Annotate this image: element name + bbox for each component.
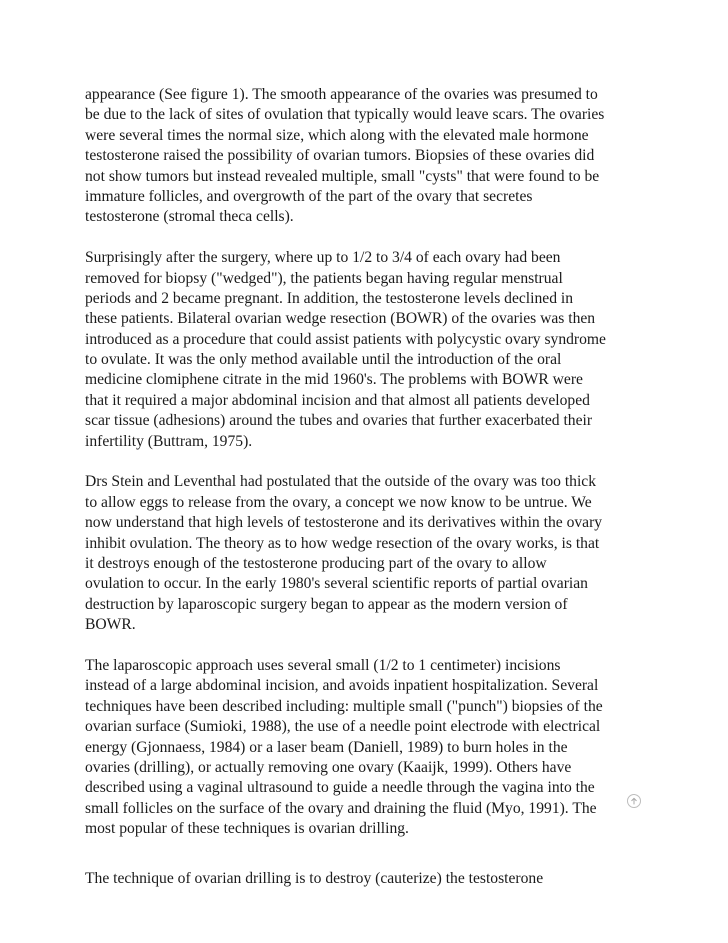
paragraph-line: be due to the lack of sites of ovulation that typically would leave scars. The ovaries	[85, 106, 605, 124]
paragraph-1	[85, 85, 655, 228]
paragraph-line: instead of a large abdominal incision, and avoids inpatient hospitalization. Several	[85, 677, 599, 695]
paragraph-line: ovulation to occur. In the early 1980's several scientific reports of partial ovarian	[85, 575, 588, 593]
paragraph-line: inhibit ovulation. The theory as to how wedge resection of the ovary works, is that	[85, 534, 600, 552]
scroll-to-top-button[interactable]	[627, 794, 641, 808]
paragraph-line: removed for biopsy ("wedged"), the patients began having regular menstrual	[85, 269, 563, 287]
paragraph-line: now understand that high levels of testosterone and its derivatives within the ovary	[85, 514, 603, 532]
paragraph-line: medicine clomiphene citrate in the mid 1960's. The problems with BOWR were	[85, 371, 583, 389]
paragraph-line: most popular of these techniques is ovarian drilling.	[85, 820, 409, 838]
paragraph-line: introduced as a procedure that could assist patients with polycystic ovary syndrome	[85, 330, 606, 348]
paragraph-spacer	[85, 839, 655, 869]
paragraph-line: Surprisingly after the surgery, where up to 1/2 to 3/4 of each ovary had been	[85, 249, 561, 267]
paragraph-5	[85, 869, 655, 889]
paragraph-line: BOWR.	[85, 616, 136, 634]
paragraph-line: these patients. Bilateral ovarian wedge resection (BOWR) of the ovaries was then	[85, 310, 596, 328]
paragraph-2	[85, 248, 655, 452]
paragraph-spacer	[85, 452, 655, 472]
paragraph-spacer	[85, 228, 655, 248]
paragraph-line: immature follicles, and overgrowth of the part of the ovary that secretes	[85, 187, 533, 205]
arrow-up-circle-icon	[630, 797, 638, 805]
paragraph-line: infertility (Buttram, 1975).	[85, 432, 253, 450]
paragraph-line: to allow eggs to release from the ovary, a concept we now know to be untrue. We	[85, 493, 592, 511]
paragraph-line: ovarian surface (Sumioki, 1988), the use of a needle point electrode with electrical	[85, 718, 601, 736]
paragraph-line: it destroys enough of the testosterone producing part of the ovary to allow	[85, 554, 547, 572]
paragraph-line: that it required a major abdominal incision and that almost all patients developed	[85, 391, 590, 409]
paragraph-line: described using a vaginal ultrasound to guide a needle through the vagina into the	[85, 779, 595, 797]
paragraph-spacer	[85, 636, 655, 656]
paragraph-line: The laparoscopic approach uses several small (1/2 to 1 centimeter) incisions	[85, 656, 561, 674]
paragraph-line: destruction by laparoscopic surgery began to appear as the modern version of	[85, 595, 568, 613]
paragraph-line: scar tissue (adhesions) around the tubes and ovaries that further exacerbated their	[85, 412, 593, 430]
paragraph-line: ovaries (drilling), or actually removing one ovary (Kaaijk, 1999). Others have	[85, 758, 572, 776]
paragraph-line: techniques have been described including: multiple small ("punch") biopsies of the	[85, 697, 603, 715]
paragraph-line: to ovulate. It was the only method available until the introduction of the oral	[85, 351, 562, 369]
paragraph-line: testosterone raised the possibility of ovarian tumors. Biopsies of these ovaries did	[85, 147, 595, 165]
paragraph-line: The technique of ovarian drilling is to destroy (cauterize) the testosterone	[85, 870, 544, 888]
paragraph-line: not show tumors but instead revealed multiple, small "cysts" that were found to be	[85, 167, 600, 185]
paragraph-line: testosterone (stromal theca cells).	[85, 208, 294, 226]
paragraph-3	[85, 472, 655, 635]
paragraph-line: Drs Stein and Leventhal had postulated that the outside of the ovary was too thick	[85, 473, 597, 491]
paragraph-line: periods and 2 became pregnant. In addition, the testosterone levels declined in	[85, 289, 574, 307]
document-body	[85, 85, 655, 890]
paragraph-line: appearance (See figure 1). The smooth appearance of the ovaries was presumed to	[85, 86, 598, 103]
paragraph-line: were several times the normal size, which along with the elevated male hormone	[85, 126, 589, 144]
paragraph-line: small follicles on the surface of the ovary and draining the fluid (Myo, 1991). The	[85, 799, 597, 817]
paragraph-line: energy (Gjonnaess, 1984) or a laser beam (Daniell, 1989) to burn holes in the	[85, 738, 568, 756]
paragraph-4	[85, 656, 655, 840]
